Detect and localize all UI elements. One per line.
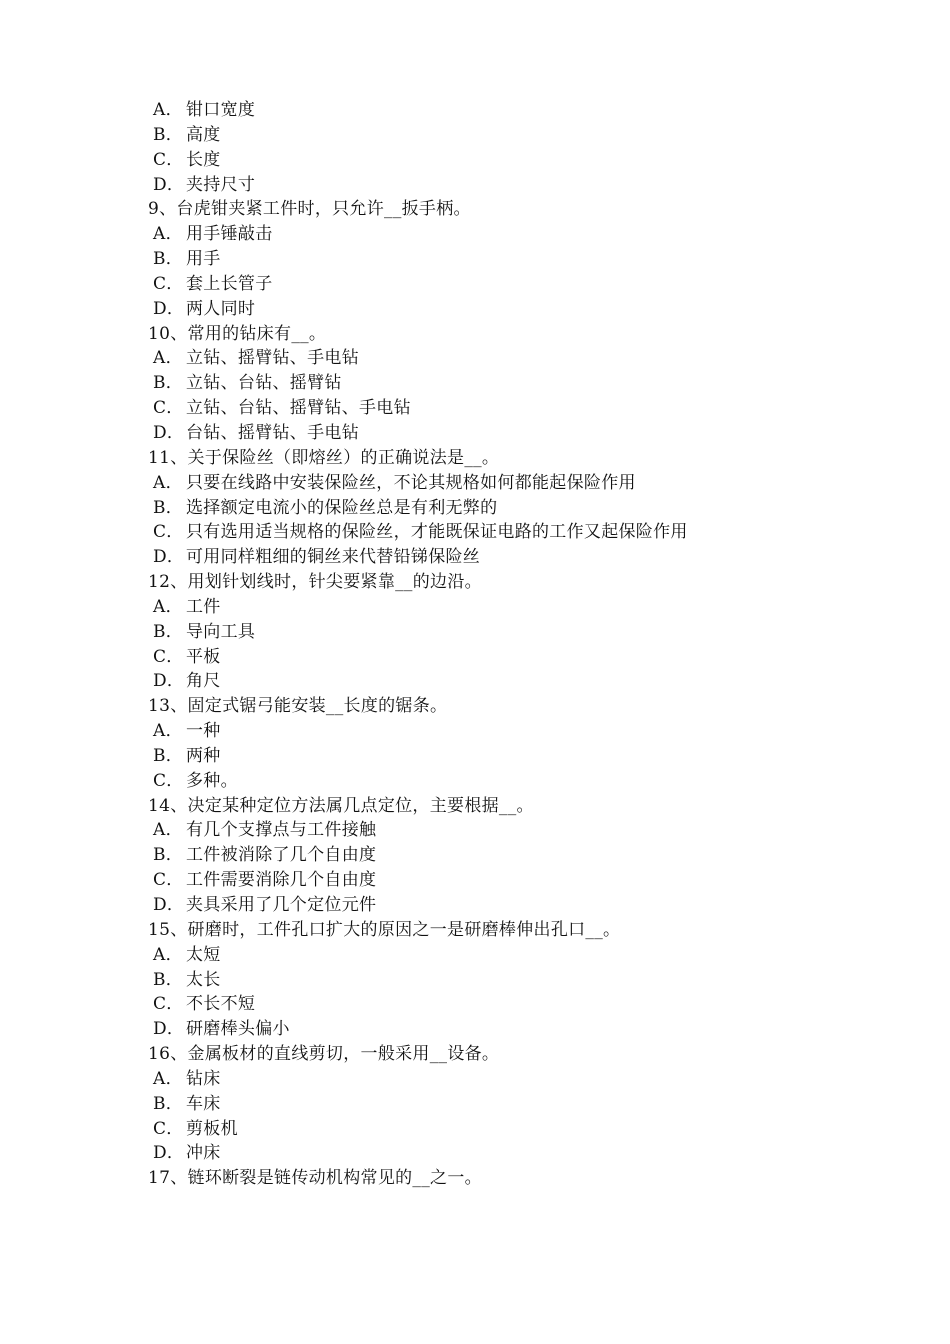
option-text: 套上长管子: [186, 273, 273, 294]
answer-option: [0, 545, 950, 570]
option-text: 工件: [186, 596, 221, 617]
answer-option: [0, 272, 950, 297]
option-label: D．: [153, 298, 185, 319]
option-text: 台钻、摇臂钻、手电钻: [186, 422, 359, 443]
option-label: D．: [153, 174, 185, 195]
option-text: 有几个支撑点与工件接触: [186, 820, 377, 841]
option-text: 夹具采用了几个定位元件: [186, 895, 377, 915]
answer-option: [0, 396, 950, 421]
question-text: 9、台虎钳夹紧工件时，只允许__扳手柄。: [148, 199, 471, 220]
option-label: B．: [153, 1093, 184, 1114]
answer-option: [0, 645, 950, 670]
option-text: 车床: [186, 1093, 221, 1114]
option-text: 钻床: [186, 1068, 221, 1089]
question-text: 14、决定某种定位方法属几点定位，主要根据__。: [148, 795, 534, 816]
answer-option: [0, 1141, 950, 1166]
answer-option: [0, 719, 950, 744]
option-text: 太短: [186, 944, 221, 965]
option-label: D．: [153, 671, 185, 692]
option-label: A．: [153, 596, 183, 617]
option-text: 立钻、台钻、摇臂钻、手电钻: [186, 398, 411, 419]
option-text: 用手: [186, 249, 221, 270]
answer-option: [0, 148, 950, 173]
option-label: B．: [153, 845, 184, 866]
option-label: A．: [153, 721, 183, 742]
option-label: A．: [153, 100, 183, 120]
option-text: 只有选用适当规格的保险丝，才能既保证电路的工作又起保险作用: [186, 522, 688, 543]
question-text: 11、关于保险丝（即熔丝）的正确说法是__。: [148, 447, 500, 468]
option-label: A．: [153, 820, 183, 841]
question-text: 16、金属板材的直线剪切，一般采用__设备。: [148, 1044, 500, 1065]
option-label: A．: [153, 224, 183, 245]
option-text: 导向工具: [186, 621, 256, 642]
answer-option: [0, 297, 950, 322]
option-text: 钳口宽度: [186, 100, 256, 120]
question-text: 15、研磨时，工件孔口扩大的原因之一是研磨棒伸出孔口__。: [148, 919, 621, 940]
answer-option: [0, 371, 950, 396]
answer-option: [0, 893, 950, 918]
option-text: 剪板机: [186, 1118, 238, 1139]
answer-option: [0, 1067, 950, 1092]
option-text: 工件需要消除几个自由度: [186, 870, 377, 891]
answer-option: [0, 346, 950, 371]
document-page: [0, 98, 950, 1191]
option-text: 多种。: [186, 770, 238, 791]
option-label: A．: [153, 944, 183, 965]
option-label: D．: [153, 1019, 185, 1040]
option-label: D．: [153, 895, 185, 915]
option-label: C．: [153, 870, 184, 891]
option-label: A．: [153, 472, 183, 493]
option-text: 立钻、台钻、摇臂钻: [186, 373, 342, 394]
answer-option: [0, 247, 950, 272]
option-label: B．: [153, 621, 184, 642]
answer-option: [0, 98, 950, 123]
option-text: 一种: [186, 721, 221, 742]
option-text: 工件被消除了几个自由度: [186, 845, 377, 866]
answer-option: [0, 1017, 950, 1042]
option-text: 长度: [186, 149, 221, 170]
answer-option: [0, 669, 950, 694]
option-label: C．: [153, 398, 184, 419]
question-text: 10、常用的钻床有__。: [148, 323, 327, 344]
option-label: D．: [153, 1143, 185, 1164]
answer-option: [0, 520, 950, 545]
option-text: 立钻、摇臂钻、手电钻: [186, 348, 359, 369]
option-label: C．: [153, 1118, 184, 1139]
option-label: D．: [153, 422, 185, 443]
option-label: C．: [153, 149, 184, 170]
option-label: B．: [153, 745, 184, 766]
answer-option: [0, 843, 950, 868]
option-label: B．: [153, 373, 184, 394]
answer-option: [0, 123, 950, 148]
question-text: 13、固定式锯弓能安装__长度的锯条。: [148, 696, 448, 717]
answer-option: [0, 471, 950, 496]
answer-option: [0, 968, 950, 993]
answer-option: [0, 818, 950, 843]
option-label: A．: [153, 1068, 183, 1089]
question-text: 12、用划针划线时，针尖要紧靠__的边沿。: [148, 572, 482, 593]
answer-option: [0, 1117, 950, 1142]
option-text: 两人同时: [186, 298, 256, 319]
option-label: B．: [153, 969, 184, 990]
option-text: 可用同样粗细的铜丝来代替铅锑保险丝: [186, 547, 481, 568]
question-text: 17、链环断裂是链传动机构常见的__之一。: [148, 1168, 482, 1189]
option-label: A．: [153, 348, 183, 369]
option-text: 平板: [186, 646, 221, 667]
option-text: 用手锤敲击: [186, 224, 273, 245]
option-label: B．: [153, 249, 184, 270]
answer-option: [0, 868, 950, 893]
option-text: 研磨棒头偏小: [186, 1019, 290, 1040]
option-text: 太长: [186, 969, 221, 990]
option-label: C．: [153, 646, 184, 667]
option-label: C．: [153, 273, 184, 294]
answer-option: [0, 943, 950, 968]
option-label: B．: [153, 497, 184, 518]
answer-option: [0, 744, 950, 769]
option-label: D．: [153, 547, 185, 568]
option-label: C．: [153, 770, 184, 791]
option-text: 选择额定电流小的保险丝总是有利无弊的: [186, 497, 498, 518]
answer-option: [0, 769, 950, 794]
answer-option: [0, 222, 950, 247]
option-text: 高度: [186, 124, 221, 145]
option-text: 夹持尺寸: [186, 174, 256, 195]
option-text: 不长不短: [186, 994, 256, 1015]
answer-option: [0, 421, 950, 446]
option-text: 角尺: [186, 671, 221, 692]
option-label: C．: [153, 522, 184, 543]
answer-option: [0, 620, 950, 645]
option-text: 只要在线路中安装保险丝，不论其规格如何都能起保险作用: [186, 472, 636, 493]
answer-option: [0, 595, 950, 620]
option-label: C．: [153, 994, 184, 1015]
answer-option: [0, 1092, 950, 1117]
answer-option: [0, 496, 950, 521]
option-text: 两种: [186, 745, 221, 766]
option-text: 冲床: [186, 1143, 221, 1164]
option-label: B．: [153, 124, 184, 145]
answer-option: [0, 992, 950, 1017]
answer-option: [0, 173, 950, 198]
